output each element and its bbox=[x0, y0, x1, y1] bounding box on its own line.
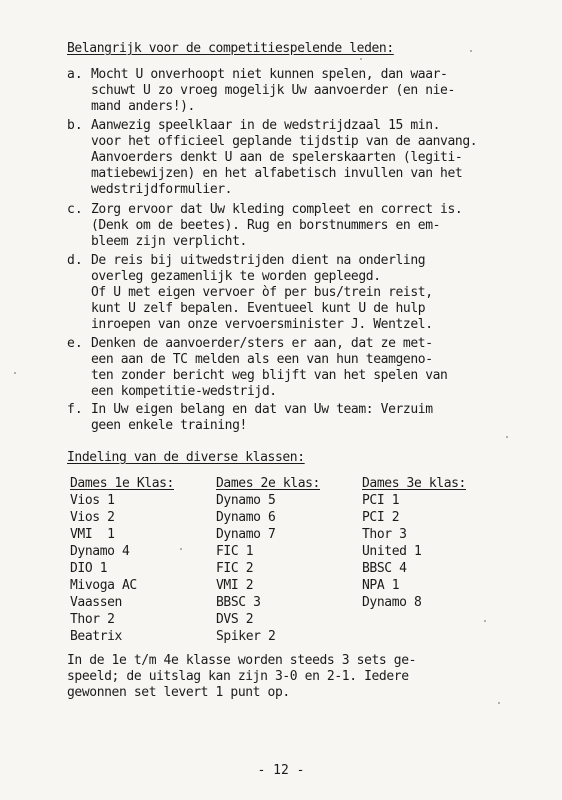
class-1-title: Dames 1e Klas: bbox=[70, 476, 174, 491]
closing-line-3: gewonnen set levert 1 punt op. bbox=[67, 685, 290, 700]
rule-e-line-1: Denken de aanvoerder/sters er aan, dat ze met- bbox=[91, 336, 433, 351]
rule-f-line-1: In Uw eigen belang en dat van Uw team: Verzuim bbox=[91, 402, 433, 417]
class-1-team: Vios 1 bbox=[70, 493, 115, 508]
rule-e-line-3: ten zonder bericht weg blijft van het spelen van bbox=[91, 368, 448, 383]
class-1-team: Vaassen bbox=[70, 595, 122, 610]
scan-speck bbox=[360, 58, 362, 60]
rule-b-line-2: voor het officieel geplande tijdstip van de aanvang. bbox=[91, 134, 478, 149]
class-2-title: Dames 2e klas: bbox=[216, 476, 320, 491]
class-3-team: NPA 1 bbox=[362, 578, 400, 593]
rule-e-line-4: een kompetitie-wedstrijd. bbox=[91, 384, 277, 399]
class-3-team: BBSC 4 bbox=[362, 561, 407, 576]
scan-speck bbox=[180, 548, 182, 550]
rule-f-line-2: geen enkele training! bbox=[91, 418, 247, 433]
class-3-team: United 1 bbox=[362, 544, 422, 559]
scan-speck bbox=[506, 436, 508, 438]
rule-a-line-3: mand anders!). bbox=[91, 99, 195, 114]
page-number: - 12 - bbox=[257, 763, 305, 778]
rule-b-line-5: wedstrijdformulier. bbox=[91, 182, 233, 197]
class-1-team: Thor 2 bbox=[70, 612, 115, 627]
class-2-team: Dynamo 6 bbox=[216, 510, 276, 525]
class-3-team: Thor 3 bbox=[362, 527, 407, 542]
rule-b-line-1: Aanwezig speelklaar in de wedstrijdzaal 15 min. bbox=[91, 118, 441, 133]
class-2-team: BBSC 3 bbox=[216, 595, 261, 610]
class-2-team: DVS 2 bbox=[216, 612, 254, 627]
class-1-team: VMI 1 bbox=[70, 527, 115, 542]
closing-line-2: speeld; de uitslag kan zijn 3-0 en 2-1. Iedere bbox=[67, 669, 409, 684]
scan-speck bbox=[14, 372, 16, 374]
rule-a-label: a. bbox=[67, 67, 83, 82]
closing-line-1: In de 1e t/m 4e klasse worden steeds 3 sets ge- bbox=[67, 653, 417, 668]
rule-c-label: c. bbox=[67, 202, 83, 217]
page-heading: Belangrijk voor de competitiespelende leden: bbox=[67, 41, 394, 56]
class-2-team: Dynamo 7 bbox=[216, 527, 276, 542]
class-2-team: FIC 2 bbox=[216, 561, 254, 576]
rule-c-line-3: bleem zijn verplicht. bbox=[91, 234, 247, 249]
class-3-team: PCI 1 bbox=[362, 493, 400, 508]
rule-b-line-4: matiebewijzen) en het alfabetisch invullen van het bbox=[91, 166, 463, 181]
scan-speck bbox=[470, 50, 472, 52]
class-2-team: FIC 1 bbox=[216, 544, 254, 559]
class-1-team: Vios 2 bbox=[70, 510, 115, 525]
class-2-team: Spiker 2 bbox=[216, 629, 276, 644]
class-2-team: VMI 2 bbox=[216, 578, 254, 593]
rule-d-line-5: inroepen van onze vervoersminister J. Wentzel. bbox=[91, 317, 433, 332]
class-3-team: Dynamo 8 bbox=[362, 595, 422, 610]
rule-e-label: e. bbox=[67, 336, 83, 351]
rule-d-line-4: kunt U zelf bepalen. Eventueel kunt U de hulp bbox=[91, 301, 426, 316]
class-3-team: PCI 2 bbox=[362, 510, 400, 525]
class-3-title: Dames 3e klas: bbox=[362, 476, 466, 491]
rule-a-line-2: schuwt U zo vroeg mogelijk Uw aanvoerder (en nie- bbox=[91, 83, 455, 98]
rule-f-label: f. bbox=[67, 402, 83, 417]
rule-c-line-1: Zorg ervoor dat Uw kleding compleet en correct is. bbox=[91, 202, 463, 217]
rule-a-line-1: Mocht U onverhoopt niet kunnen spelen, dan waar- bbox=[91, 67, 448, 82]
rule-d-label: d. bbox=[67, 253, 83, 268]
rule-d-line-1: De reis bij uitwedstrijden dient na onderling bbox=[91, 253, 426, 268]
rule-b-line-3: Aanvoerders denkt U aan de spelerskaarten (legiti- bbox=[91, 150, 463, 165]
class-2-team: Dynamo 5 bbox=[216, 493, 276, 508]
class-1-team: Mivoga AC bbox=[70, 578, 137, 593]
scan-speck bbox=[484, 620, 486, 622]
class-1-team: Dynamo 4 bbox=[70, 544, 130, 559]
rule-c-line-2: (Denk om de beetes). Rug en borstnummers en em- bbox=[91, 218, 441, 233]
class-1-team: DIO 1 bbox=[70, 561, 108, 576]
class-1-team: Beatrix bbox=[70, 629, 122, 644]
rule-b-label: b. bbox=[67, 118, 83, 133]
rule-d-line-2: overleg gezamenlijk te worden gepleegd. bbox=[91, 269, 381, 284]
scan-speck bbox=[498, 702, 500, 704]
rule-d-line-3: Of U met eigen vervoer òf per bus/trein reist, bbox=[91, 285, 433, 300]
rule-e-line-2: een aan de TC melden als een van hun teamgeno- bbox=[91, 352, 433, 367]
classes-heading: Indeling van de diverse klassen: bbox=[67, 450, 305, 465]
